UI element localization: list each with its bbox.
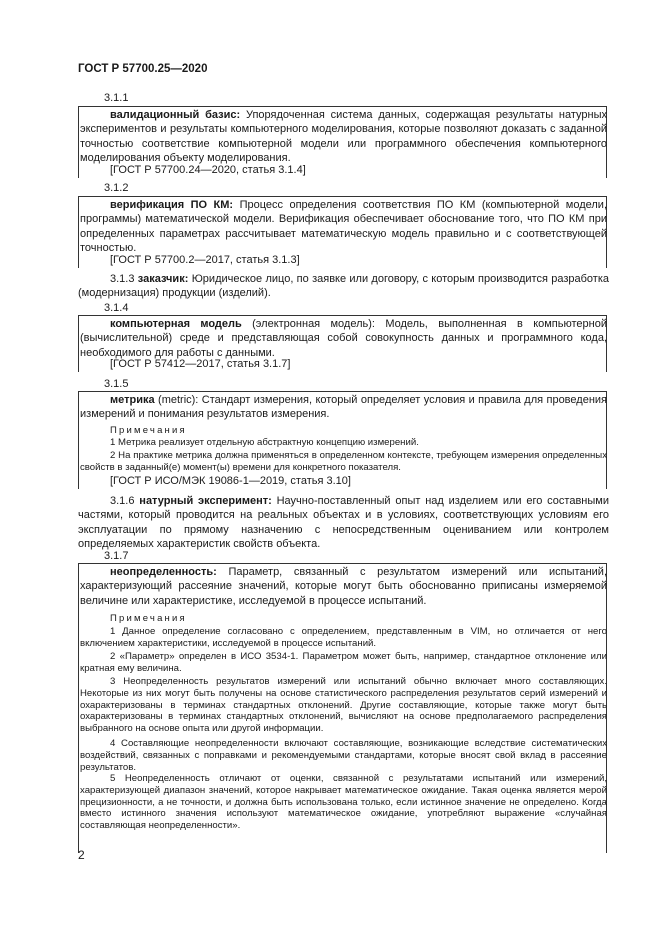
term: метрика bbox=[110, 394, 155, 406]
source-reference: [ГОСТ Р 57412—2017, статья 3.1.7] bbox=[110, 358, 291, 370]
note: 5 Неопределенность отличают от оценки, связанной с результатами испытаний или измерений, характеризующей диапазон значений, которое накрывает математическое ожидание. Такая оценка является мерой прецизионности, а не точности, и должна быть использована только, если истинное значение не определено. Когда вместо истинного значения используют математическое ожидание, употребляют выражение «случайная составляющая неопределенности». bbox=[80, 773, 607, 832]
term: заказчик: bbox=[137, 273, 189, 285]
note: 3 Неопределенность результатов измерений или испытаний обычно включает много составляющих. Некоторые из них могут быть получены на основе статистического распределения результатов серий измерений и охарактеризованы в терминах стандартных отклонений. Другие составляющие, которые также могут быть охарактеризованы в терминах стандартных отклонений, вычисляют на основе предполагаемого распределения выбранного на основе опыта или другой информации. bbox=[80, 676, 607, 735]
definition-text: неопределенность: Параметр, связанный с результатом измерений или испытаний, характеризующий рассеяние значений, которые могут быть обоснованно приписаны измеряемой величине или характеристике, исследуемой в процессе испытаний. bbox=[80, 566, 607, 607]
source-reference: [ГОСТ Р ИСО/МЭК 19086-1—2019, статья 3.10] bbox=[110, 475, 351, 487]
source-reference: [ГОСТ Р 57700.2—2017, статья 3.1.3] bbox=[110, 254, 300, 266]
note: 1 Метрика реализует отдельную абстрактную концепцию измерений. bbox=[110, 437, 419, 448]
definition-text: компьютерная модель (электронная модель): Модель, выполненная в компьютерной (вычислительной) среде и представляющая собой совокупность данных и программного кода, необходимого для работы с данными. bbox=[80, 318, 607, 359]
section-number: 3.1.5 bbox=[104, 378, 129, 390]
document-header: ГОСТ Р 57700.25—2020 bbox=[78, 63, 208, 75]
section-number: 3.1.1 bbox=[104, 92, 129, 104]
term: натурный эксперимент: bbox=[139, 495, 272, 507]
term: компьютерная модель bbox=[110, 318, 242, 330]
source-reference: [ГОСТ Р 57700.24—2020, статья 3.1.4] bbox=[110, 164, 306, 176]
notes-heading: Примечания bbox=[110, 613, 187, 624]
definition-text: метрика (metric): Стандарт измерения, который определяет условия и правила для проведения измерений и понимания результатов измерения. bbox=[80, 394, 607, 421]
definition-text: 3.1.3 заказчик: Юридическое лицо, по заявке или договору, с которым производится разработка (модернизация) продукции (изделий). bbox=[78, 273, 610, 300]
note: 2 «Параметр» определен в ИСО 3534-1. Параметром может быть, например, стандартное отклонение или кратная ему величина. bbox=[80, 651, 607, 674]
term: неопределенность: bbox=[110, 566, 217, 578]
section-number: 3.1.4 bbox=[104, 302, 129, 314]
definition-text: валидационный базис: Упорядоченная система данных, содержащая результаты натурных экспериментов и результаты компьютерного моделирования, которые позволяют доказать с заданной точностью соответствие компьютерной модели или программного обеспечения компьютерного моделирования объекту моделирования. bbox=[80, 109, 608, 165]
section-number: 3.1.7 bbox=[104, 550, 129, 562]
term: валидационный базис: bbox=[110, 109, 241, 121]
note: 4 Составляющие неопределенности включают составляющие, возникающие вследствие систематических воздействий, связанных с поправками и рекомендуемыми стандартами, которые вносят свой вклад в рассеяние результатов. bbox=[80, 738, 607, 773]
notes-heading: Примечания bbox=[110, 425, 187, 436]
note: 1 Данное определение согласовано с определением, представленным в VIM, но отличается от него включением характеристики, исследуемой в процессе испытаний. bbox=[80, 626, 607, 649]
definition-text: 3.1.6 натурный эксперимент: Научно-поставленный опыт над изделием или его составными частями, который проводится на реальных объектах и в условиях, соответствующих условиям его эксплуатации по прямому назначению с непосредственным оцениванием или контролем определяемых характеристик свойств объекта. bbox=[78, 495, 609, 551]
page-number: 2 bbox=[78, 848, 85, 862]
definition-text: верификация ПО КМ: Процесс определения соответствия ПО КМ (компьютерной модели, программы) математической модели. Верификация обеспечивает обоснование того, что ПО КМ при определенных параметрах рассчитывает математическую модель правильно и с соответствующей точностью. bbox=[80, 199, 607, 255]
section-number: 3.1.2 bbox=[104, 182, 129, 194]
term: верификация ПО КМ: bbox=[110, 199, 234, 211]
note: 2 На практике метрика должна применяться в определенном контексте, требующем измерения определенных свойств в заданный(е) момент(ы) времени для конкретного показателя. bbox=[80, 450, 607, 473]
